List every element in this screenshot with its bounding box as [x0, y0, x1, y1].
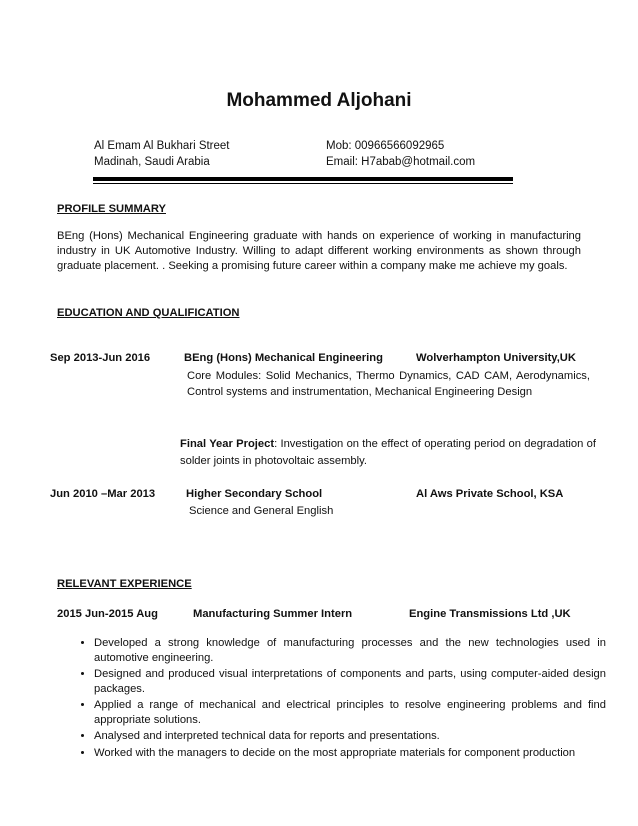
- email-address: Email: H7abab@hotmail.com: [326, 156, 476, 168]
- experience-dates: 2015 Jun-2015 Aug: [57, 608, 158, 620]
- education-qualification: Higher Secondary School: [186, 488, 323, 500]
- project-text: : Investigation on the effect of operating period on degradation of solder joints in photovoltaic assembly.: [180, 438, 596, 468]
- profile-summary-heading: PROFILE SUMMARY: [57, 203, 166, 215]
- final-year-project: [180, 436, 596, 471]
- experience-heading: RELEVANT EXPERIENCE: [57, 578, 192, 590]
- education-dates: Jun 2010 –Mar 2013: [50, 488, 156, 500]
- education-institution: Al Aws Private School, KSA: [416, 488, 564, 500]
- education-modules: Core Modules: Solid Mechanics, Thermo Dynamics, CAD CAM, Aerodynamics, Control systems and instrumentation, Mechanical Engineering Design: [187, 370, 590, 399]
- experience-company: Engine Transmissions Ltd ,UK: [409, 608, 571, 620]
- address-line-1: Al Emam Al Bukhari Street: [94, 140, 230, 152]
- experience-bullet: • Analysed and interpreted technical data for reports and presentations.: [94, 729, 606, 744]
- education-subjects: Science and General English: [189, 505, 334, 517]
- education-dates: Sep 2013-Jun 2016: [50, 352, 151, 364]
- candidate-name: Mohammed Aljohani: [226, 90, 412, 111]
- header-divider-thin: [93, 183, 513, 184]
- experience-role: Manufacturing Summer Intern: [193, 608, 353, 620]
- address-line-2: Madinah, Saudi Arabia: [94, 156, 210, 168]
- education-heading: EDUCATION AND QUALIFICATION: [57, 307, 240, 319]
- experience-bullet: • Applied a range of mechanical and electrical principles to resolve engineering problems and find appropriate solutions.: [94, 698, 606, 727]
- experience-bullets: [75, 636, 606, 763]
- experience-bullet: • Worked with the managers to decide on the most appropriate materials for component production: [94, 746, 606, 761]
- experience-bullet: • Developed a strong knowledge of manufacturing processes and the new technologies used in automotive engineering.: [94, 636, 606, 665]
- experience-bullet: • Designed and produced visual interpretations of components and parts, using computer-aided design packages.: [94, 667, 606, 696]
- profile-summary-text: BEng (Hons) Mechanical Engineering graduate with hands on experience of working in manufacturing industry in UK Automotive Industry. Willing to adapt different working environments as shown through graduate placement. . Seeking a promising future career within a company make me achieve my goals.: [57, 230, 581, 273]
- education-institution: Wolverhampton University,UK: [416, 352, 576, 364]
- mobile-number: Mob: 00966566092965: [326, 140, 445, 152]
- header-divider: [93, 177, 513, 181]
- project-label: Final Year Project: [180, 438, 275, 450]
- education-qualification: BEng (Hons) Mechanical Engineering: [184, 352, 383, 364]
